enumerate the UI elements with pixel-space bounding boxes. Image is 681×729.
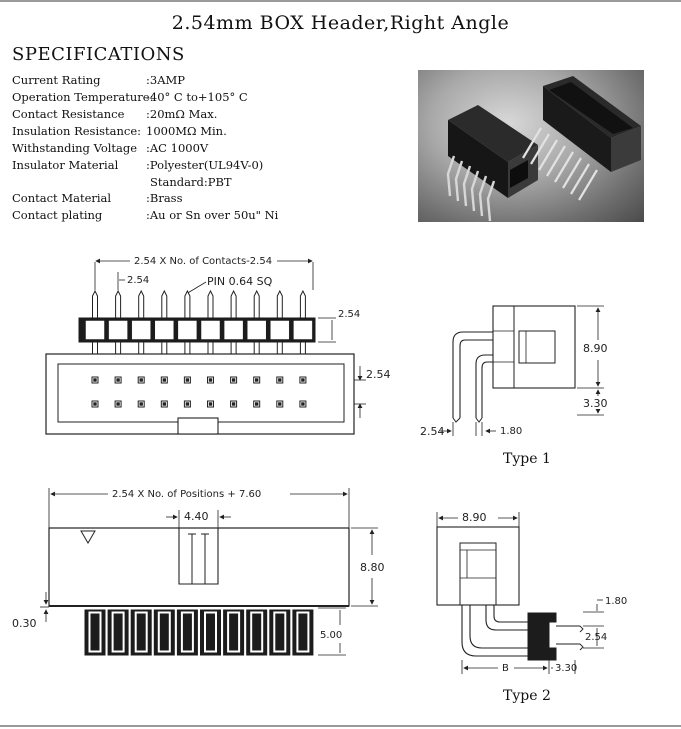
right-angle-pin <box>154 610 174 655</box>
type2-dim-width: 8.90 <box>462 511 487 524</box>
spec-value: 1000MΩ Min. <box>146 124 227 138</box>
contact-pin <box>116 291 121 318</box>
page-title: 2.54mm BOX Header,Right Angle <box>171 12 510 34</box>
specifications-heading: SPECIFICATIONS <box>12 44 185 65</box>
contact-pin <box>162 291 167 318</box>
right-angle-pin <box>177 610 197 655</box>
pin-cell <box>225 321 243 339</box>
contact-pin <box>254 291 259 318</box>
pin-stub <box>277 342 282 354</box>
pin-cell <box>294 321 312 339</box>
spec-label: Contact Resistance <box>12 107 125 121</box>
type1-dim-pin-pitch: 2.54 <box>420 425 445 438</box>
type1-label: Type 1 <box>503 451 551 467</box>
type1-dim-offset: 3.30 <box>583 397 608 410</box>
pin-cell <box>109 321 127 339</box>
dim-overall-positions: 2.54 X No. of Positions + 7.60 <box>112 489 262 500</box>
spec-value: Standard:PBT <box>150 175 232 189</box>
right-angle-pin <box>247 610 267 655</box>
dim-key: 4.40 <box>184 510 209 523</box>
contact-pin <box>93 291 98 318</box>
spec-value: -40° C to+105° C <box>146 90 248 104</box>
spec-label: Insulation Resistance: <box>12 124 142 138</box>
spec-label: Current Rating <box>12 73 101 87</box>
pin-cell <box>132 321 150 339</box>
right-angle-pin <box>201 610 221 655</box>
pin-stub <box>254 342 259 354</box>
dim-standoff: 0.30 <box>12 617 37 630</box>
spec-value: :AC 1000V <box>146 141 209 155</box>
type1-dim-pin-gap: 1.80 <box>500 426 523 437</box>
dim-pitch: 2.54 <box>127 275 150 286</box>
pin-stub <box>208 342 213 354</box>
dim-row-height: 2.54 <box>338 309 361 320</box>
pin-cell <box>155 321 173 339</box>
pin-stub <box>93 342 98 354</box>
spec-value: :3AMP <box>146 73 186 87</box>
spec-label: Contact plating <box>12 208 103 222</box>
contact-pin <box>300 291 305 318</box>
pin-cell <box>271 321 289 339</box>
contact-pin <box>139 291 144 318</box>
pin-stub <box>185 342 190 354</box>
top-front-view <box>46 261 366 434</box>
right-angle-pin <box>293 610 313 655</box>
pin-cell <box>86 321 104 339</box>
type1-dim-height: 8.90 <box>583 342 608 355</box>
pin-stub <box>300 342 305 354</box>
right-angle-pin <box>131 610 151 655</box>
type2-dim-b: B <box>502 663 509 674</box>
pin-stub <box>231 342 236 354</box>
contact-pin <box>208 291 213 318</box>
type2-dim-top: 1.80 <box>605 596 628 607</box>
dim-pin-length: 5.00 <box>320 630 343 641</box>
spec-value: :20mΩ Max. <box>146 107 218 121</box>
type2-side-view <box>437 512 604 674</box>
type2-label: Type 2 <box>503 688 551 704</box>
pin-stub <box>162 342 167 354</box>
contact-pin <box>185 291 190 318</box>
pin-cell <box>248 321 266 339</box>
pin-note: PIN 0.64 SQ <box>207 275 273 288</box>
type2-dim-offset: 3.30 <box>555 663 578 674</box>
spec-value: :Polyester(UL94V-0) <box>146 158 264 172</box>
right-angle-pin <box>224 610 244 655</box>
type1-side-view <box>440 306 604 436</box>
contact-pin <box>231 291 236 318</box>
pin-cell <box>202 321 220 339</box>
pin-cell <box>178 321 196 339</box>
right-angle-pin <box>85 610 105 655</box>
dim-overall-contacts: 2.54 X No. of Contacts-2.54 <box>134 256 273 267</box>
pin-stub <box>116 342 121 354</box>
type2-dim-pitch: 2.54 <box>585 632 608 643</box>
contact-pin <box>277 291 282 318</box>
spec-label: Withstanding Voltage <box>12 141 138 155</box>
right-angle-pin <box>108 610 128 655</box>
spec-label: Insulator Material <box>12 158 119 172</box>
pin-stub <box>139 342 144 354</box>
dim-row-pitch: 2.54 <box>366 368 391 381</box>
spec-value: :Au or Sn over 50u" Ni <box>146 208 279 222</box>
dim-body-height: 8.80 <box>360 561 385 574</box>
right-angle-pin <box>270 610 290 655</box>
spec-label: Contact Material <box>12 191 112 205</box>
spec-label: Operation Temperature: <box>12 90 154 104</box>
spec-value: :Brass <box>146 191 183 205</box>
